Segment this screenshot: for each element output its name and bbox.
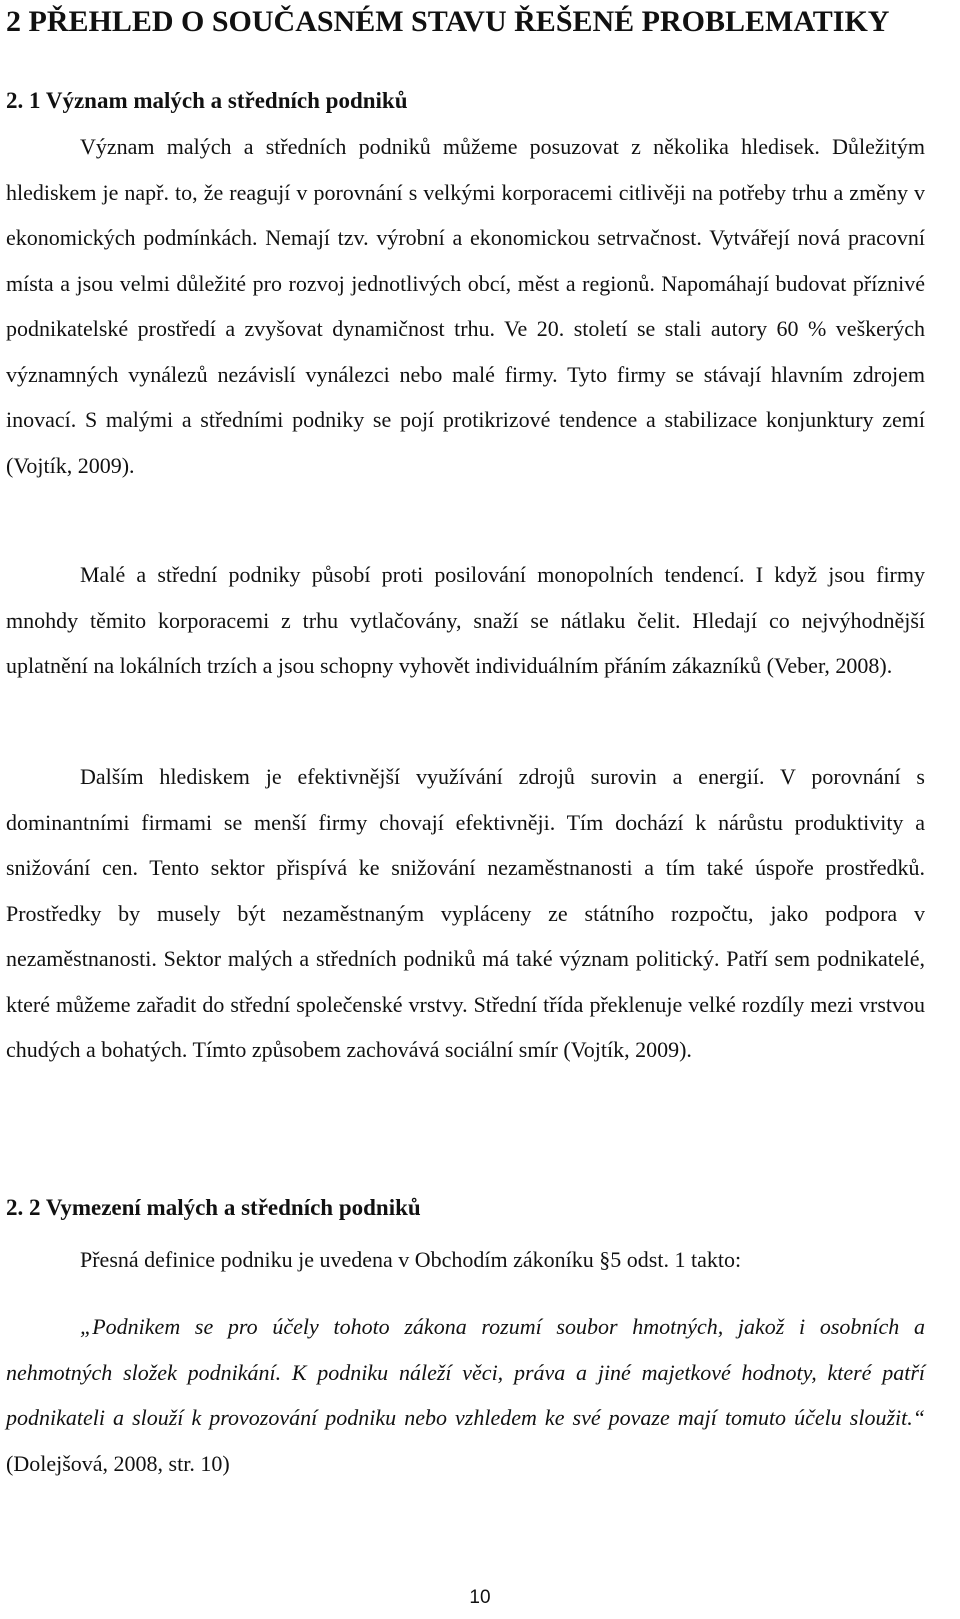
paragraph-2: Malé a střední podniky působí proti posilování monopolních tendencí. I když jsou firmy mnohdy těmito korporacemi z trhu vytlačovány, snaží se nátlaku čelit. Hledají co nejvýhodnější uplatnění na lokálních trzích a jsou schopny vyhovět individuálním přáním zákazníků (Veber, 2008).: [6, 562, 925, 678]
quote-citation: (Dolejšová, 2008, str. 10): [6, 1450, 230, 1476]
chapter-title: 2 PŘEHLED O SOUČASNÉM STAVU ŘEŠENÉ PROBLEMATIKY: [6, 5, 890, 38]
paragraph-1: Význam malých a středních podniků můžeme posuzovat z několika hledisek. Důležitým hlediskem je např. to, že reagují v porovnání s velkými korporacemi citlivěji na potřeby trhu a změny v ekonomických podmínkách. Nemají tzv. výrobní a ekonomickou setrvačnost. Vytvářejí nová pracovní místa a jsou velmi důležité pro rozvoj jednotlivých obcí, měst a regionů. Napomáhají budovat příznivé podnikatelské prostředí a zvyšovat dynamičnost trhu. Ve 20. století se stali autory 60 % veškerých významných vynálezů nezávislí vynálezci nebo malé firmy. Tyto firmy se stávají hlavním zdrojem inovací. S malými a středními podniky se pojí protikrizové tendence a stabilizace konjunktury zemí (Vojtík, 2009).: [6, 134, 925, 478]
paragraph-4: Přesná definice podniku je uvedena v Obchodím zákoníku §5 odst. 1 takto:: [80, 1247, 742, 1272]
section-heading-2-2: 2. 2 Vymezení malých a středních podniků: [6, 1195, 421, 1220]
section-heading-2-1: 2. 1 Význam malých a středních podniků: [6, 88, 408, 113]
quote-text: „Podnikem se pro účely tohoto zákona rozumí soubor hmotných, jakož i osobních a nehmotných složek podnikání. K podniku náleží věci, práva a jiné majetkové hodnoty, které patří podnikateli a slouží k provozování podniku nebo vzhledem ke své povaze mají tomuto účelu sloužit.“: [6, 1314, 925, 1430]
paragraph-3: Dalším hlediskem je efektivnější využívání zdrojů surovin a energií. V porovnání s dominantními firmami se menší firmy chovají efektivněji. Tím dochází k nárůstu produktivity a snižování cen. Tento sektor přispívá ke snižování nezaměstnanosti a tím také úspoře prostředků. Prostředky by musely být nezaměstnaným vypláceny ze státního rozpočtu, jako podpora v nezaměstnanosti. Sektor malých a středních podniků má také význam politický. Patří sem podnikatelé, které můžeme zařadit do střední společenské vrstvy. Střední třída překlenuje velké rozdíly mezi vrstvou chudých a bohatých. Tímto způsobem zachovává sociální smír (Vojtík, 2009).: [6, 764, 925, 1062]
legal-quote: [6, 1304, 925, 1486]
page-number: 10: [469, 1587, 491, 1608]
